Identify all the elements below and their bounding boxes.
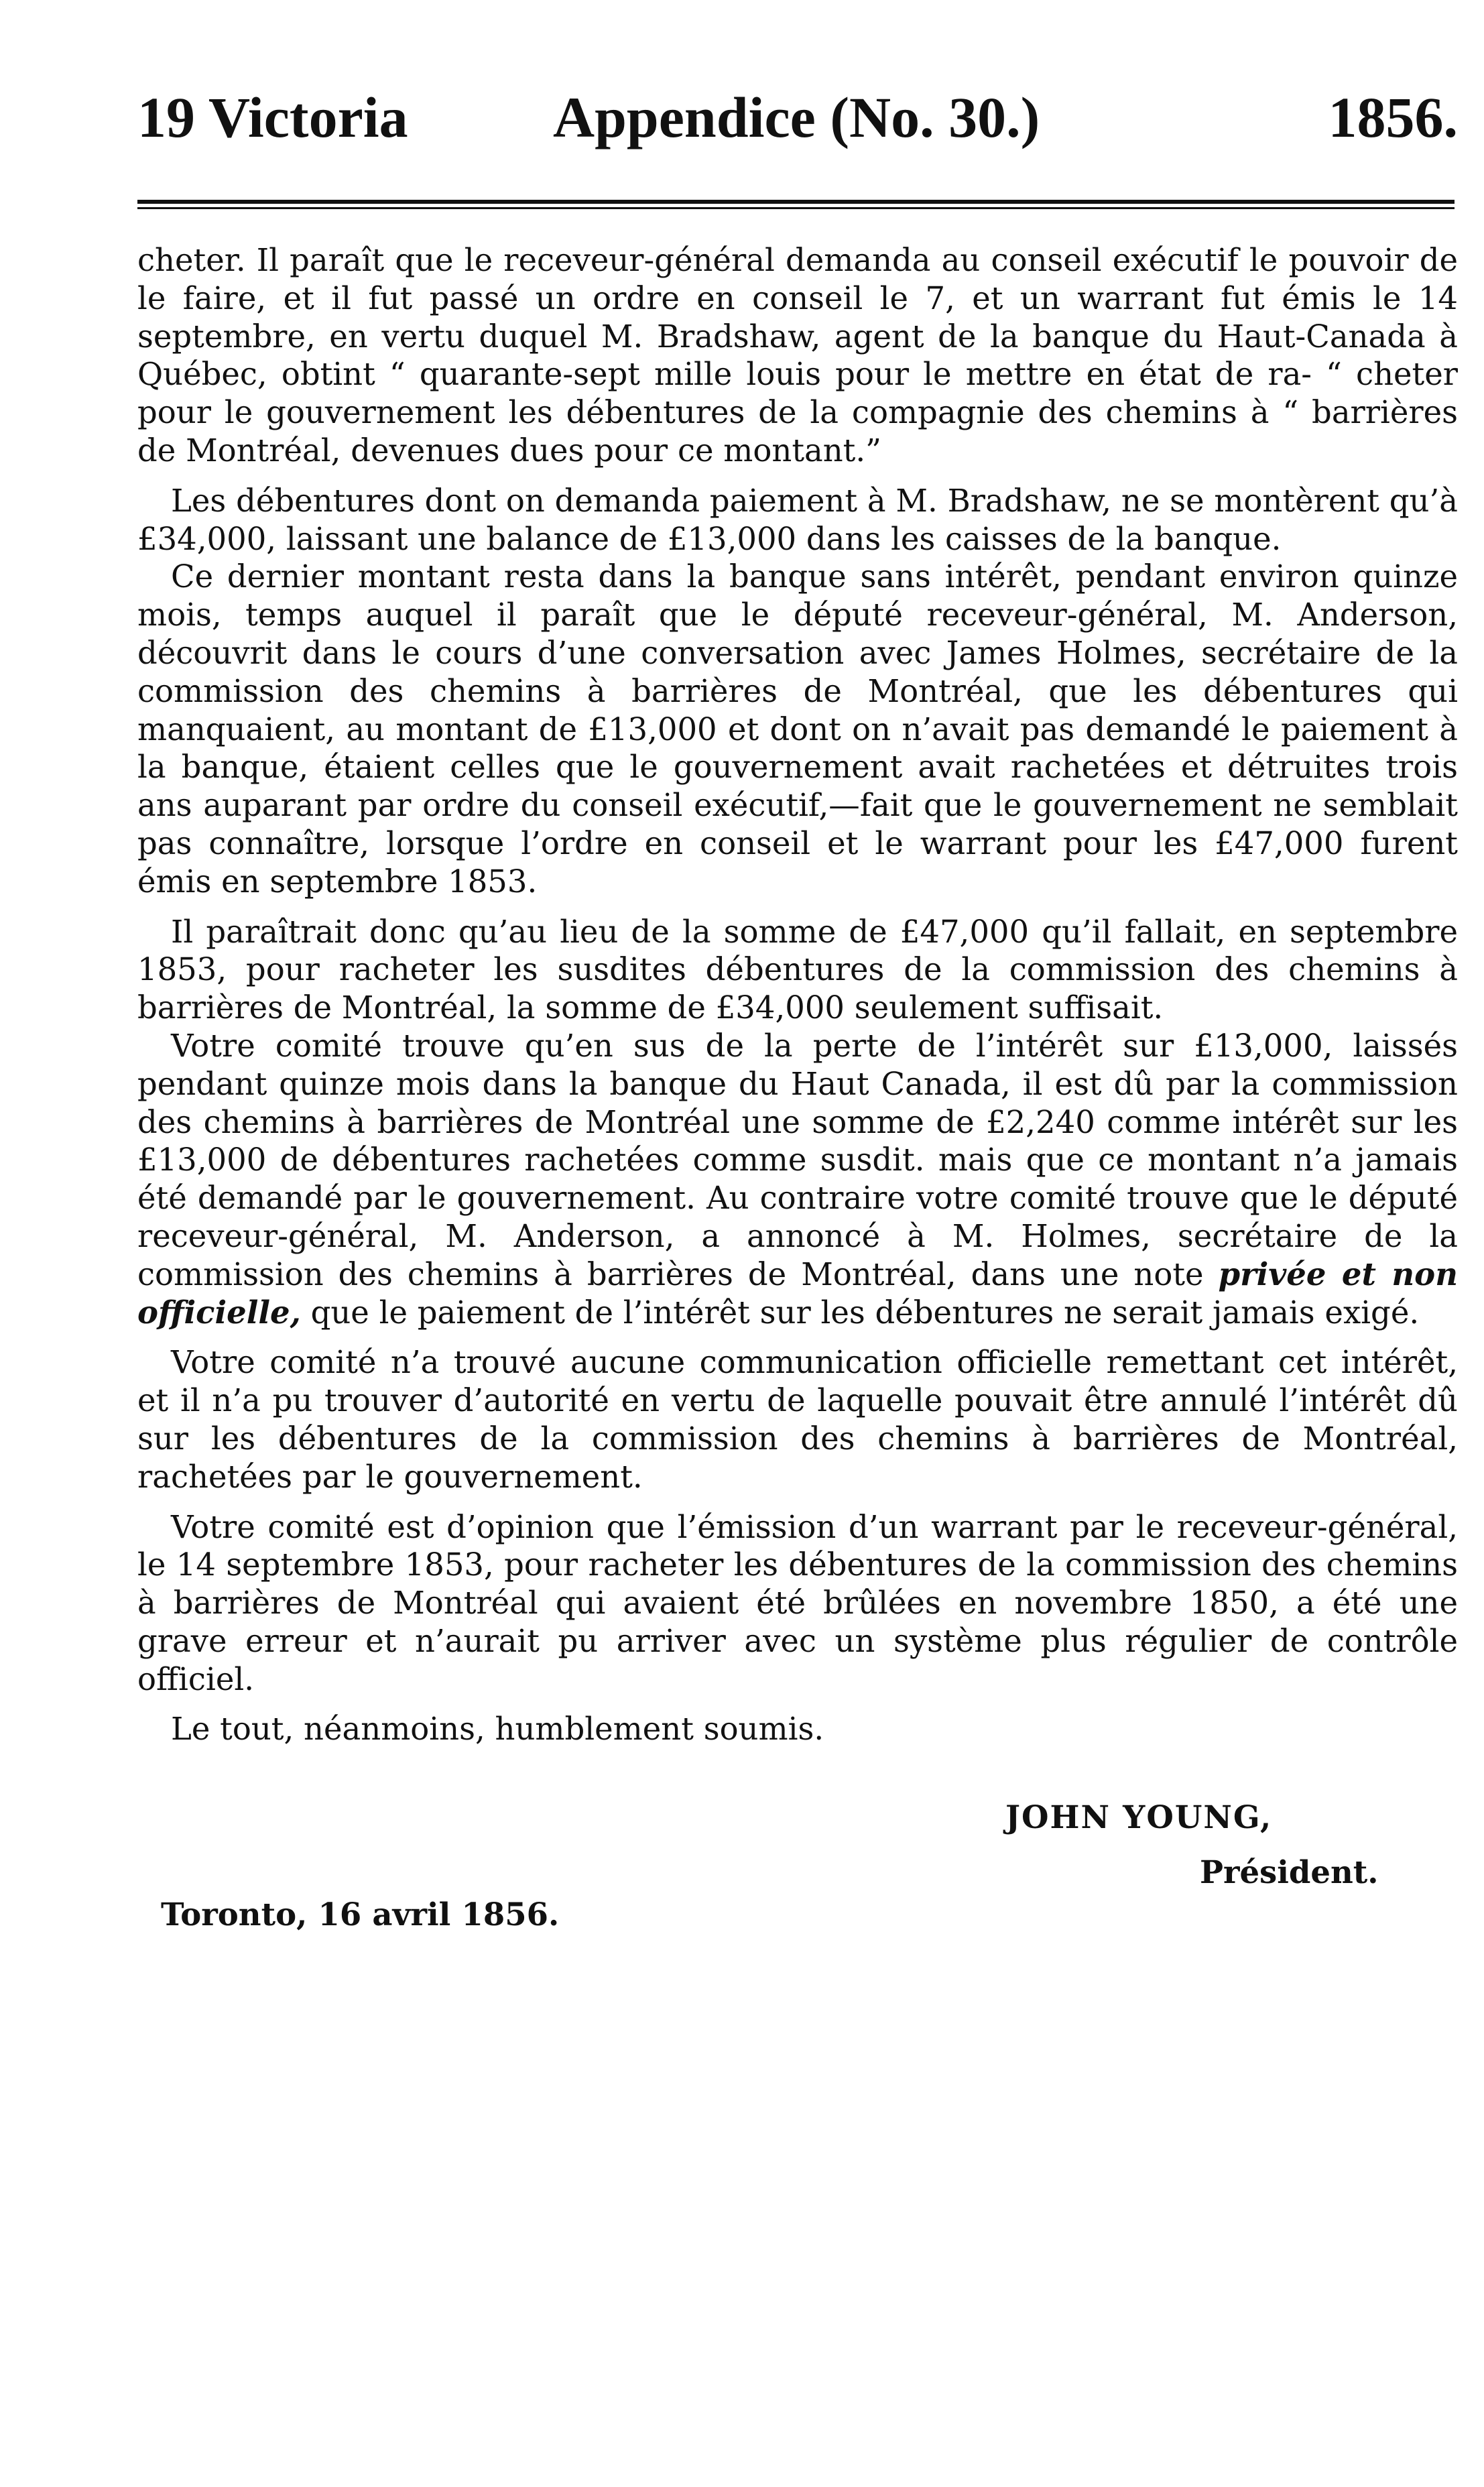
paragraph-1: cheter. Il paraît que le receveur-général demanda au conseil exécutif le pouvoir de le faire, et il fut passé un ordre en conseil le 7, et un warrant fut émis le 14 septembre, en vertu duquel M. Bradshaw, agent de la banque du Haut-Canada à Québec, obtint “ quarante-sept mille louis pour le mettre en état de ra- “ cheter pour le gouvernement les débentures de la compagnie des chemins à “ barrières de Montréal, devenues dues pour ce montant.” bbox=[137, 242, 1458, 469]
paragraph-5-text-b: que le paiement de l’intérêt sur les débentures ne serait jamais exigé. bbox=[310, 1294, 1420, 1331]
paragraph-2: Les débentures dont on demanda paiement à M. Bradshaw, ne se montèrent qu’à £34,000, laissant une balance de £13,000 dans les caisses de la banque. bbox=[137, 482, 1458, 557]
paragraph-closing: Le tout, néanmoins, humblement soumis. bbox=[171, 1711, 824, 1748]
paragraph-5-emphasis: privée et non officielle, bbox=[137, 1255, 1458, 1331]
header-year: 1856. bbox=[1328, 85, 1458, 149]
paragraph-6: Votre comité n’a trouvé aucune communication officielle remettant cet intérêt, et il n’a pu trouver d’autorité en vertu de laquelle pouvait être annulé l’intérêt dû sur les débentures de la commission des chemins à barrières de Montréal, rachetées par le gouvernement. bbox=[137, 1344, 1458, 1495]
report-body bbox=[137, 241, 1458, 1760]
paragraph-5-text-a: Votre comité trouve qu’en sus de la perte de l’intérêt sur £13,000, laissés pendant quinze mois dans la banque du Haut Canada, il est dû par la commission des chemins à barrières de Montréal une somme de £2,240 comme intérêt sur les £13,000 de débentures rachetées comme susdit. mais que ce montant n’a jamais été demandé par le gouvernement. Au contraire votre comité trouve que le député receveur-général, M. Anderson, a annoncé à M. Holmes, secrétaire de la commission des chemins à barrières de Montréal, dans une note bbox=[137, 1027, 1458, 1292]
paragraph-3: Ce dernier montant resta dans la banque sans intérêt, pendant environ quinze mois, temps auquel il paraît que le député receveur-général, M. Anderson, découvrit dans le cours d’une conversation avec James Holmes, secrétaire de la commission des chemins à barrières de Montréal, que les débentures qui manquaient, au montant de £13,000 et dont on n’avait pas demandé le paiement à la banque, étaient celles que le gouvernement avait rachetées et détruites trois ans auparant par ordre du conseil exécutif,—fait que le gouvernement ne semblait pas connaître, lorsque l’ordre en conseil et le warrant pour les £47,000 furent émis en septembre 1853. bbox=[137, 558, 1458, 900]
header-rule-thin bbox=[137, 207, 1455, 209]
page-header bbox=[137, 80, 1458, 154]
paragraph-4: Il paraîtrait donc qu’au lieu de la somme de £47,000 qu’il fallait, en septembre 1853, pour racheter les susdites débentures de la commission des chemins à barrières de Montréal, la somme de £34,000 seulement suffisait. bbox=[137, 913, 1458, 1026]
signatory-title: Président. bbox=[1200, 1854, 1379, 1890]
header-rule-thick bbox=[137, 200, 1455, 204]
header-appendix: Appendice (No. 30.) bbox=[553, 85, 1040, 149]
paragraph-7: Votre comité est d’opinion que l’émission d’un warrant par le receveur-général, le 14 septembre 1853, pour racheter les débentures de la commission des chemins à barrières de Montréal qui avaient été brûlées en novembre 1850, a été une grave erreur et n’aurait pu arriver avec un système plus régulier de contrôle officiel. bbox=[137, 1508, 1458, 1697]
place-and-date: Toronto, 16 avril 1856. bbox=[161, 1896, 560, 1933]
signatory-name: JOHN YOUNG, bbox=[1005, 1799, 1273, 1835]
header-session: 19 Victoria bbox=[137, 85, 408, 149]
paragraph-5 bbox=[137, 1027, 1458, 1331]
